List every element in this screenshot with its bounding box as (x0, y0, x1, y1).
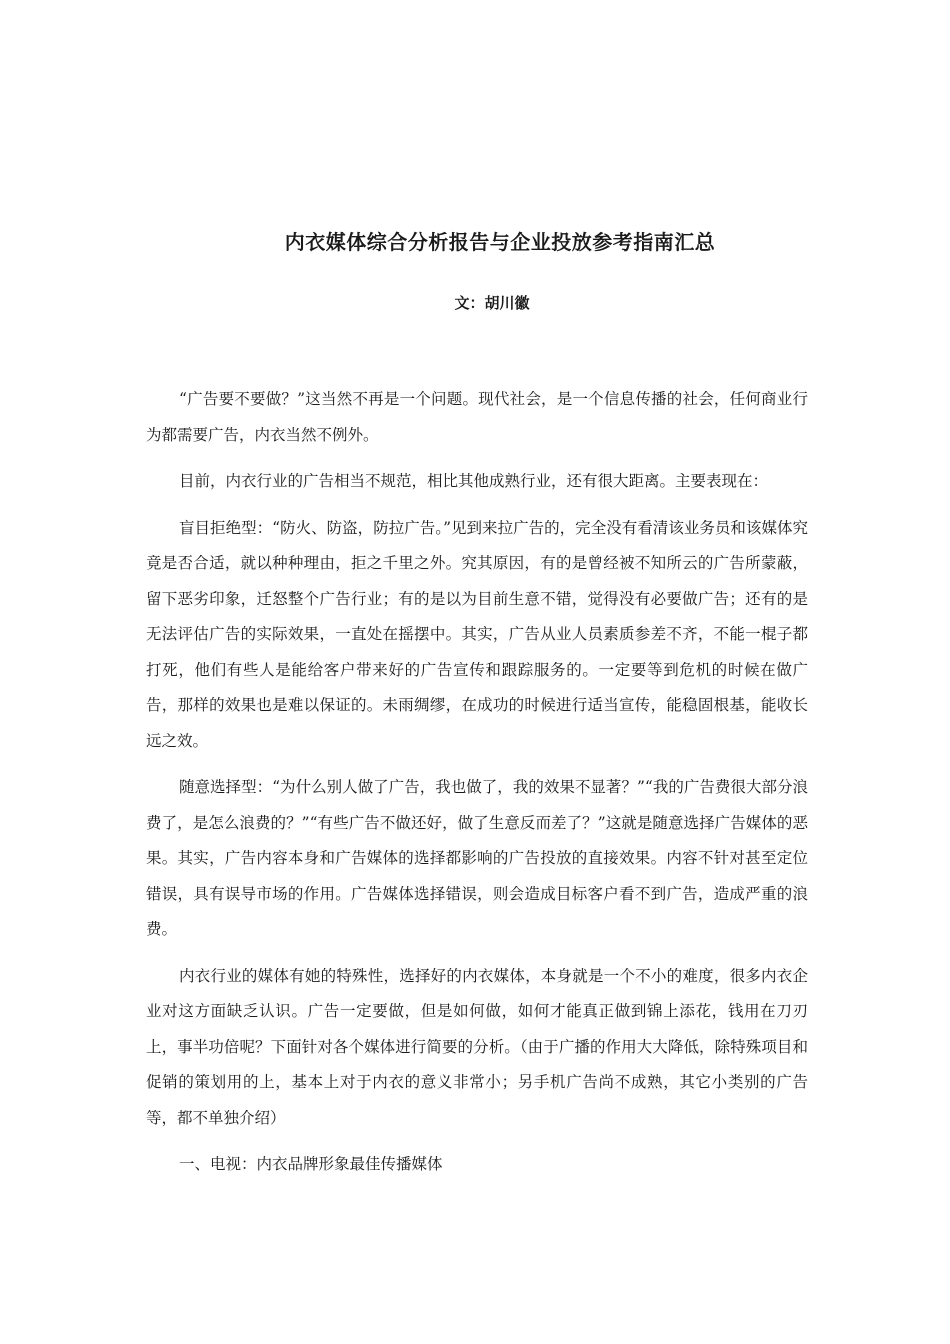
document-body (146, 382, 808, 1194)
paragraph-random-selection: 随意选择型：“为什么别人做了广告，我也做了，我的效果不显著？”“我的广告费很大部分浪费了，是怎么浪费的？”“有些广告不做还好，做了生意反而差了？”这就是随意选择广告媒体的恶果。其实，广告内容本身和广告媒体的选择都影响的广告投放的直接效果。内容不针对甚至定位错误，具有误导市场的作用。广告媒体选择错误，则会造成目标客户看不到广告，造成严重的浪费。 (146, 778, 808, 938)
section-heading-tv: 一、电视：内衣品牌形象最佳传播媒体 (179, 1155, 443, 1173)
paragraph-current-status: 目前，内衣行业的广告相当不规范，相比其他成熟行业，还有很大距离。主要表现在： (179, 472, 769, 490)
document-author: 文：胡川徽 (454, 294, 530, 312)
paragraph-intro: “广告要不要做？”这当然不再是一个问题。现代社会，是一个信息传播的社会，任何商业行为都需要广告，内衣当然不例外。 (146, 390, 808, 444)
paragraph-blind-rejection: 盲目拒绝型：“防火、防盗，防拉广告。”见到来拉广告的，完全没有看清该业务员和该媒体究竟是否合适，就以种种理由，拒之千里之外。究其原因，有的是曾经被不知所云的广告所蒙蔽，留下恶劣印象，迁怒整个广告行业；有的是以为目前生意不错，觉得没有必要做广告；还有的是无法评估广告的实际效果，一直处在摇摆中。其实，广告从业人员素质参差不齐，不能一棍子都打死，他们有些人是能给客户带来好的广告宣传和跟踪服务的。一定要等到危机的时候在做广告，那样的效果也是难以保证的。未雨绸缪，在成功的时候进行适当宣传，能稳固根基，能收长远之效。 (146, 518, 808, 750)
document-title: 内衣媒体综合分析报告与企业投放参考指南汇总 (284, 230, 716, 254)
paragraph-media-particularity: 内衣行业的媒体有她的特殊性，选择好的内衣媒体，本身就是一个不小的难度，很多内衣企业对这方面缺乏认识。广告一定要做，但是如何做，如何才能真正做到锦上添花，钱用在刀刃上，事半功倍呢？下面针对各个媒体进行简要的分析。（由于广播的作用大大降低，除特殊项目和促销的策划用的上，基本上对于内衣的意义非常小；另手机广告尚不成熟，其它小类别的广告等，都不单独介绍） (146, 966, 808, 1127)
